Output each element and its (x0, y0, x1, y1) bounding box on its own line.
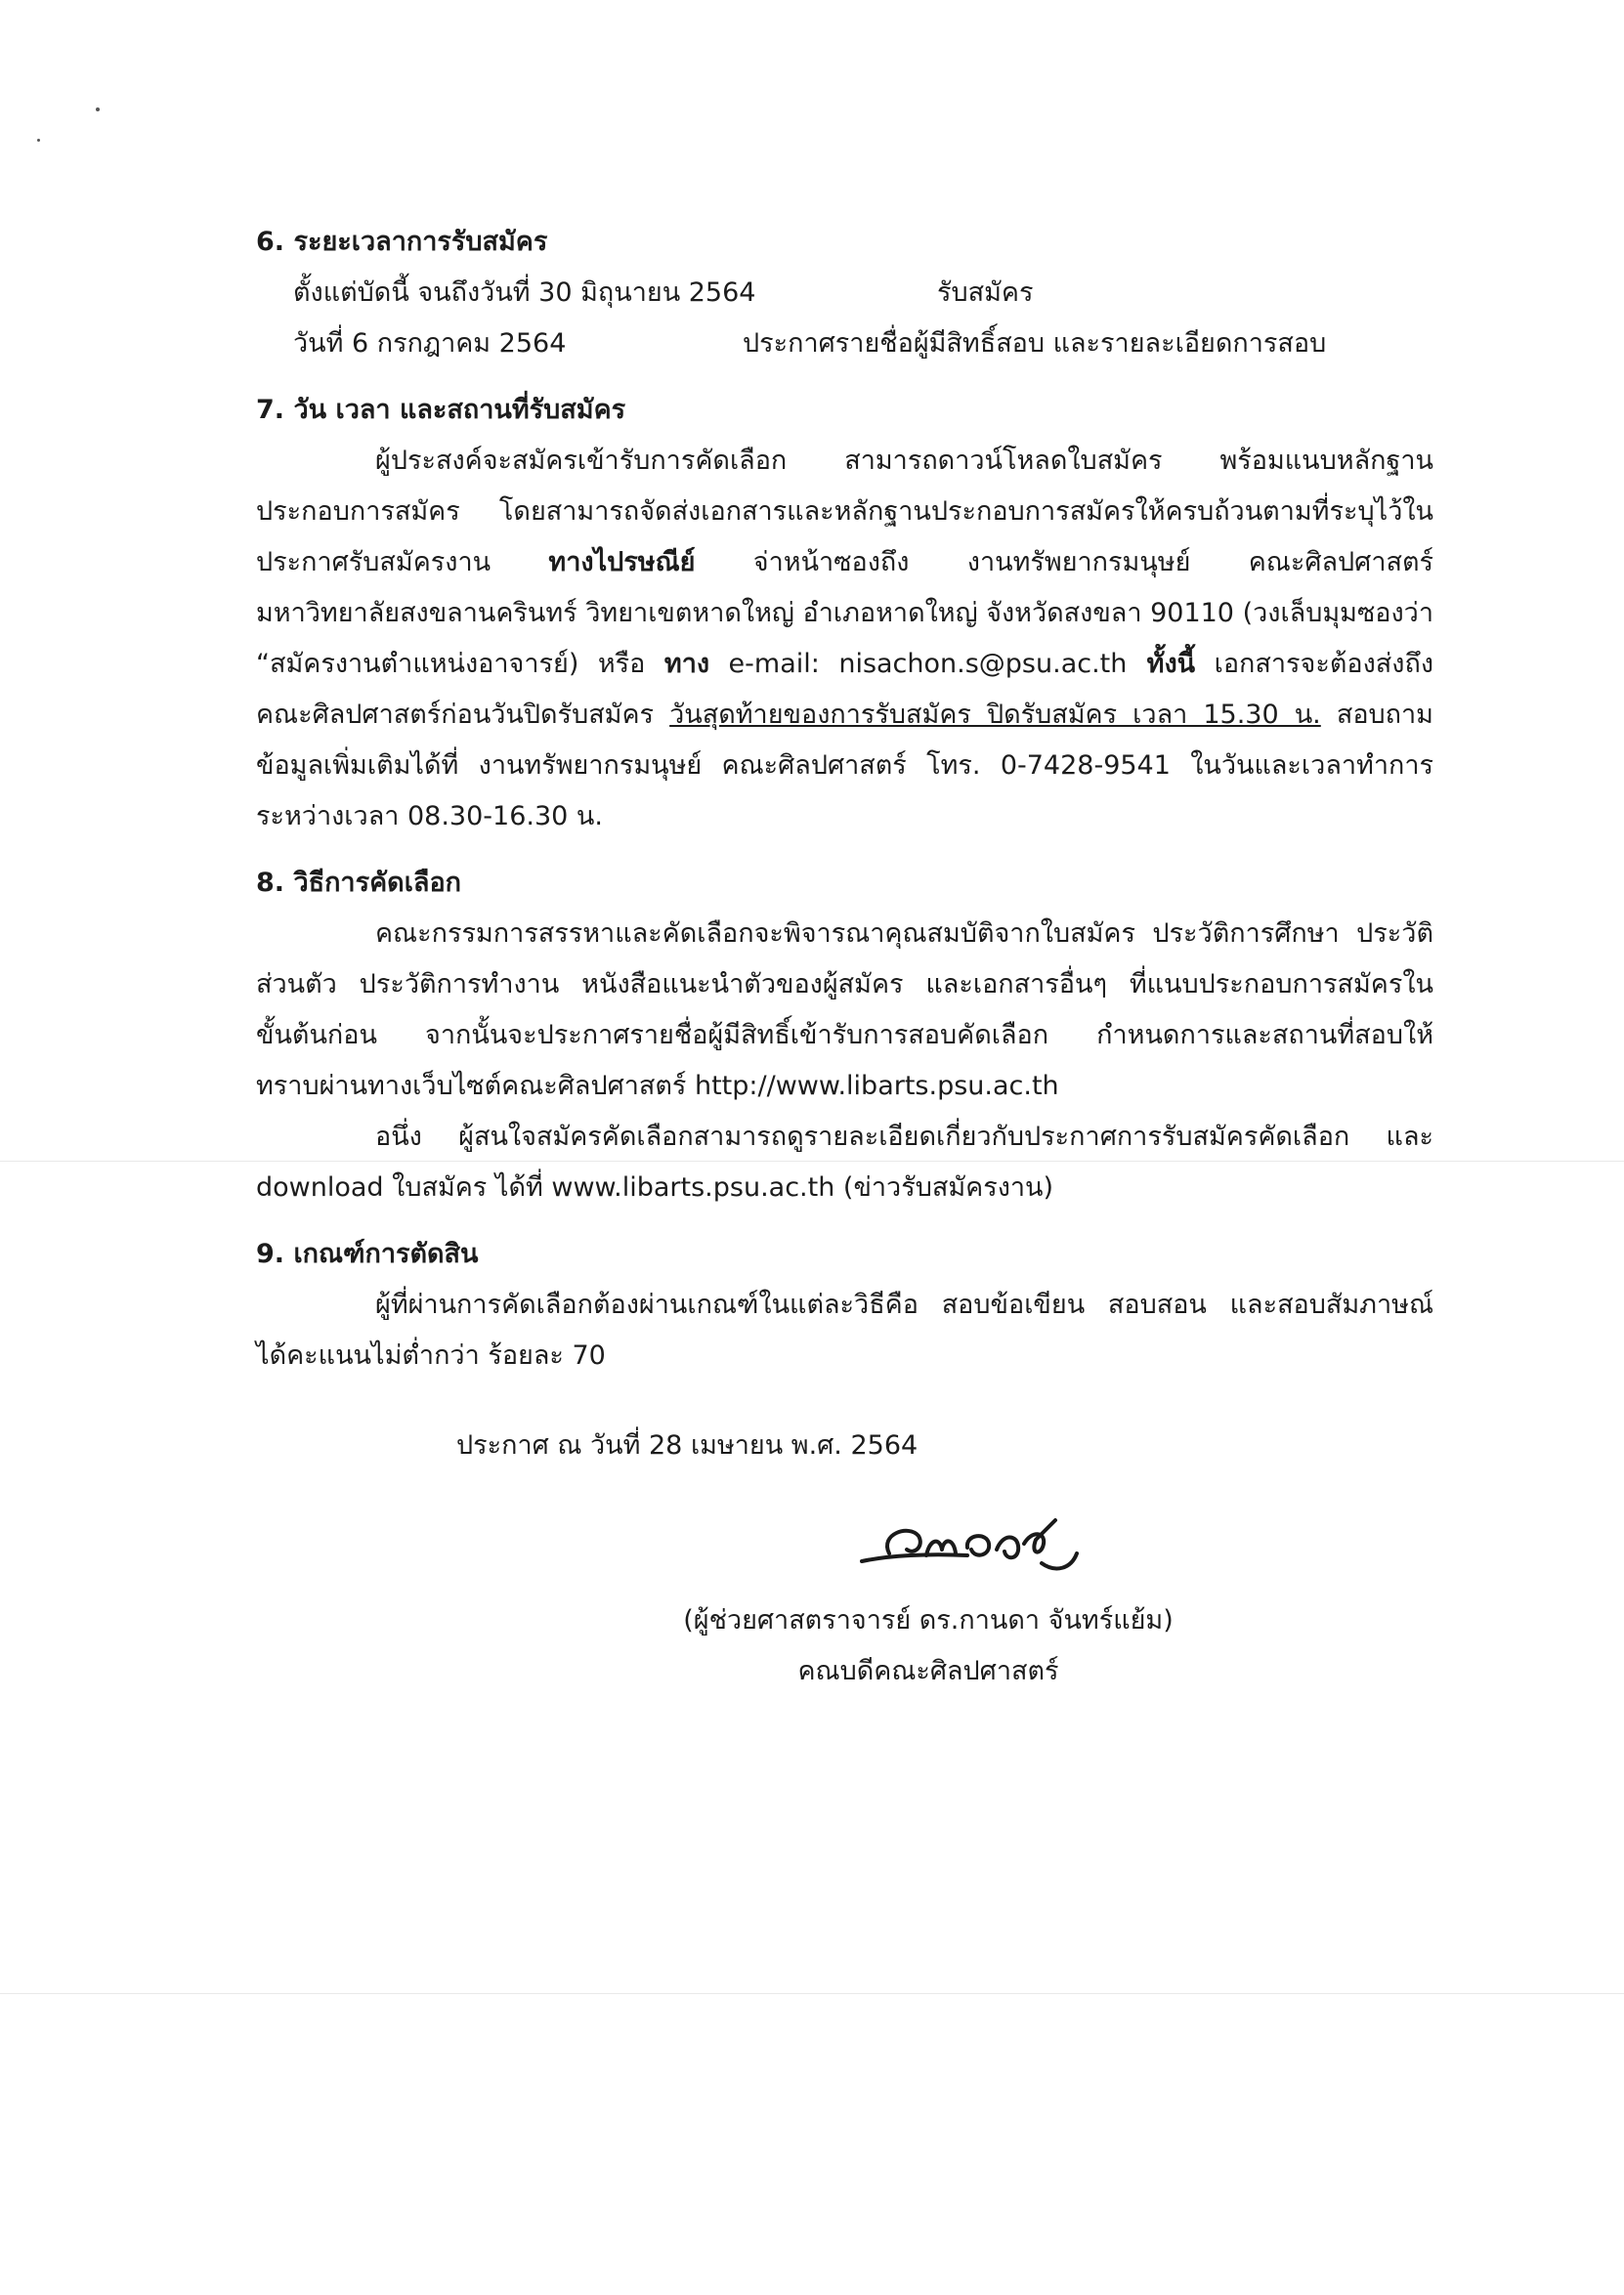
section-heading: 7. วัน เวลา และสถานที่รับสมัคร (256, 395, 626, 425)
scan-speck (37, 139, 40, 142)
announcement-date: ประกาศ ณ วันที่ 28 เมษายน พ.ศ. 2564 (456, 1430, 919, 1461)
paragraph-line: อนึ่ง ผู้สนใจสมัครคัดเลือกสามารถดูรายละเอียดเกี่ยวกับประกาศการรับสมัครคัดเลือก และ (375, 1122, 1433, 1152)
section-heading: 6. ระยะเวลาการรับสมัคร (256, 227, 548, 257)
paragraph-line: ผู้ประสงค์จะสมัครเข้ารับการคัดเลือก สามารถดาวน์โหลดใบสมัคร พร้อมแนบหลักฐาน (375, 446, 1433, 476)
schedule-row (256, 268, 1433, 319)
paragraph-line: ประกาศรับสมัครงาน ทางไปรษณีย์ จ่าหน้าซองถึง งานทรัพยากรมนุษย์ คณะศิลปศาสตร์ (256, 547, 1433, 577)
section-8 (256, 858, 1433, 1213)
paragraph-line: “สมัครงานตำแหน่งอาจารย์) หรือ ทาง e-mail: nisachon.s@psu.ac.th ทั้งนี้ เอกสารจะต้องส่งถึง (256, 649, 1434, 679)
scan-fold-line (0, 1993, 1624, 1994)
document-body (256, 217, 1433, 1471)
section-7 (256, 385, 1433, 842)
paragraph-line: ผู้ที่ผ่านการคัดเลือกต้องผ่านเกณฑ์ในแต่ละวิธีคือ สอบข้อเขียน สอบสอน และสอบสัมภาษณ์ (375, 1290, 1433, 1320)
bold-text: ทางไปรษณีย์ (548, 547, 696, 577)
bold-text: ทั้งนี้ (1127, 649, 1196, 679)
paragraph-line: คณะศิลปศาสตร์ก่อนวันปิดรับสมัคร วันสุดท้ายของการรับสมัคร ปิดรับสมัคร เวลา 15.30 น. สอบถาม (256, 700, 1433, 730)
section-6 (256, 217, 1433, 369)
paragraph-line: ทราบผ่านทางเว็บไซต์คณะศิลปศาสตร์ http://www.libarts.psu.ac.th (256, 1071, 1059, 1101)
section-heading: 9. เกณฑ์การตัดสิน (256, 1239, 479, 1269)
handwritten-signature (850, 1505, 1143, 1593)
paragraph-line: download ใบสมัคร ได้ที่ www.libarts.psu.ac.th (ข่าวรับสมัครงาน) (256, 1172, 1054, 1203)
paragraph-line: ส่วนตัว ประวัติการทำงาน หนังสือแนะนำตัวของผู้สมัคร และเอกสารอื่นๆ ที่แนบประกอบการสมัครใน (256, 969, 1433, 999)
paragraph-line: ขั้นต้นก่อน จากนั้นจะประกาศรายชื่อผู้มีสิทธิ์เข้ารับการสอบคัดเลือก กำหนดการและสถานที่สอบให้ (256, 1020, 1433, 1050)
paragraph-line: ประกอบการสมัคร โดยสามารถจัดส่งเอกสารและหลักฐานประกอบการสมัครให้ครบถ้วนตามที่ระบุไว้ใน (256, 496, 1433, 527)
signer-position: คณบดีคณะศิลปศาสตร์ (797, 1656, 1059, 1686)
section-9 (256, 1229, 1433, 1381)
schedule-activity: รับสมัคร (937, 277, 1034, 308)
schedule-date: ตั้งแต่บัดนี้ จนถึงวันที่ 30 มิถุนายน 2564 (293, 277, 756, 308)
paragraph-line: ได้คะแนนไม่ต่ำกว่า ร้อยละ 70 (256, 1340, 606, 1371)
schedule-date: วันที่ 6 กรกฎาคม 2564 (293, 328, 567, 359)
signer-name: (ผู้ช่วยศาสตราจารย์ ดร.กานดา จันทร์แย้ม) (683, 1605, 1174, 1636)
schedule-row (256, 319, 1433, 369)
scan-speck (96, 107, 100, 111)
paragraph-line: ข้อมูลเพิ่มเติมได้ที่ งานทรัพยากรมนุษย์ คณะศิลปศาสตร์ โทร. 0-7428-9541 ในวันและเวลาทำการ (256, 750, 1433, 781)
signature-block (664, 1595, 1192, 1697)
schedule-activity: ประกาศรายชื่อผู้มีสิทธิ์สอบ และรายละเอียดการสอบ (743, 328, 1327, 359)
contact-email: e-mail: nisachon.s@psu.ac.th (709, 649, 1128, 679)
deadline-text: วันสุดท้ายของการรับสมัคร ปิดรับสมัคร เวลา 15.30 น. (669, 700, 1321, 730)
paragraph-line: คณะกรรมการสรรหาและคัดเลือกจะพิจารณาคุณสมบัติจากใบสมัคร ประวัติการศึกษา ประวัติ (375, 918, 1433, 949)
paragraph-line: ระหว่างเวลา 08.30-16.30 น. (256, 801, 603, 831)
section-heading: 8. วิธีการคัดเลือก (256, 868, 462, 898)
bold-text: ทาง (663, 649, 710, 679)
paragraph-line: มหาวิทยาลัยสงขลานครินทร์ วิทยาเขตหาดใหญ่ อำเภอหาดใหญ่ จังหวัดสงขลา 90110 (วงเล็บมุมซองว่า (256, 598, 1433, 628)
